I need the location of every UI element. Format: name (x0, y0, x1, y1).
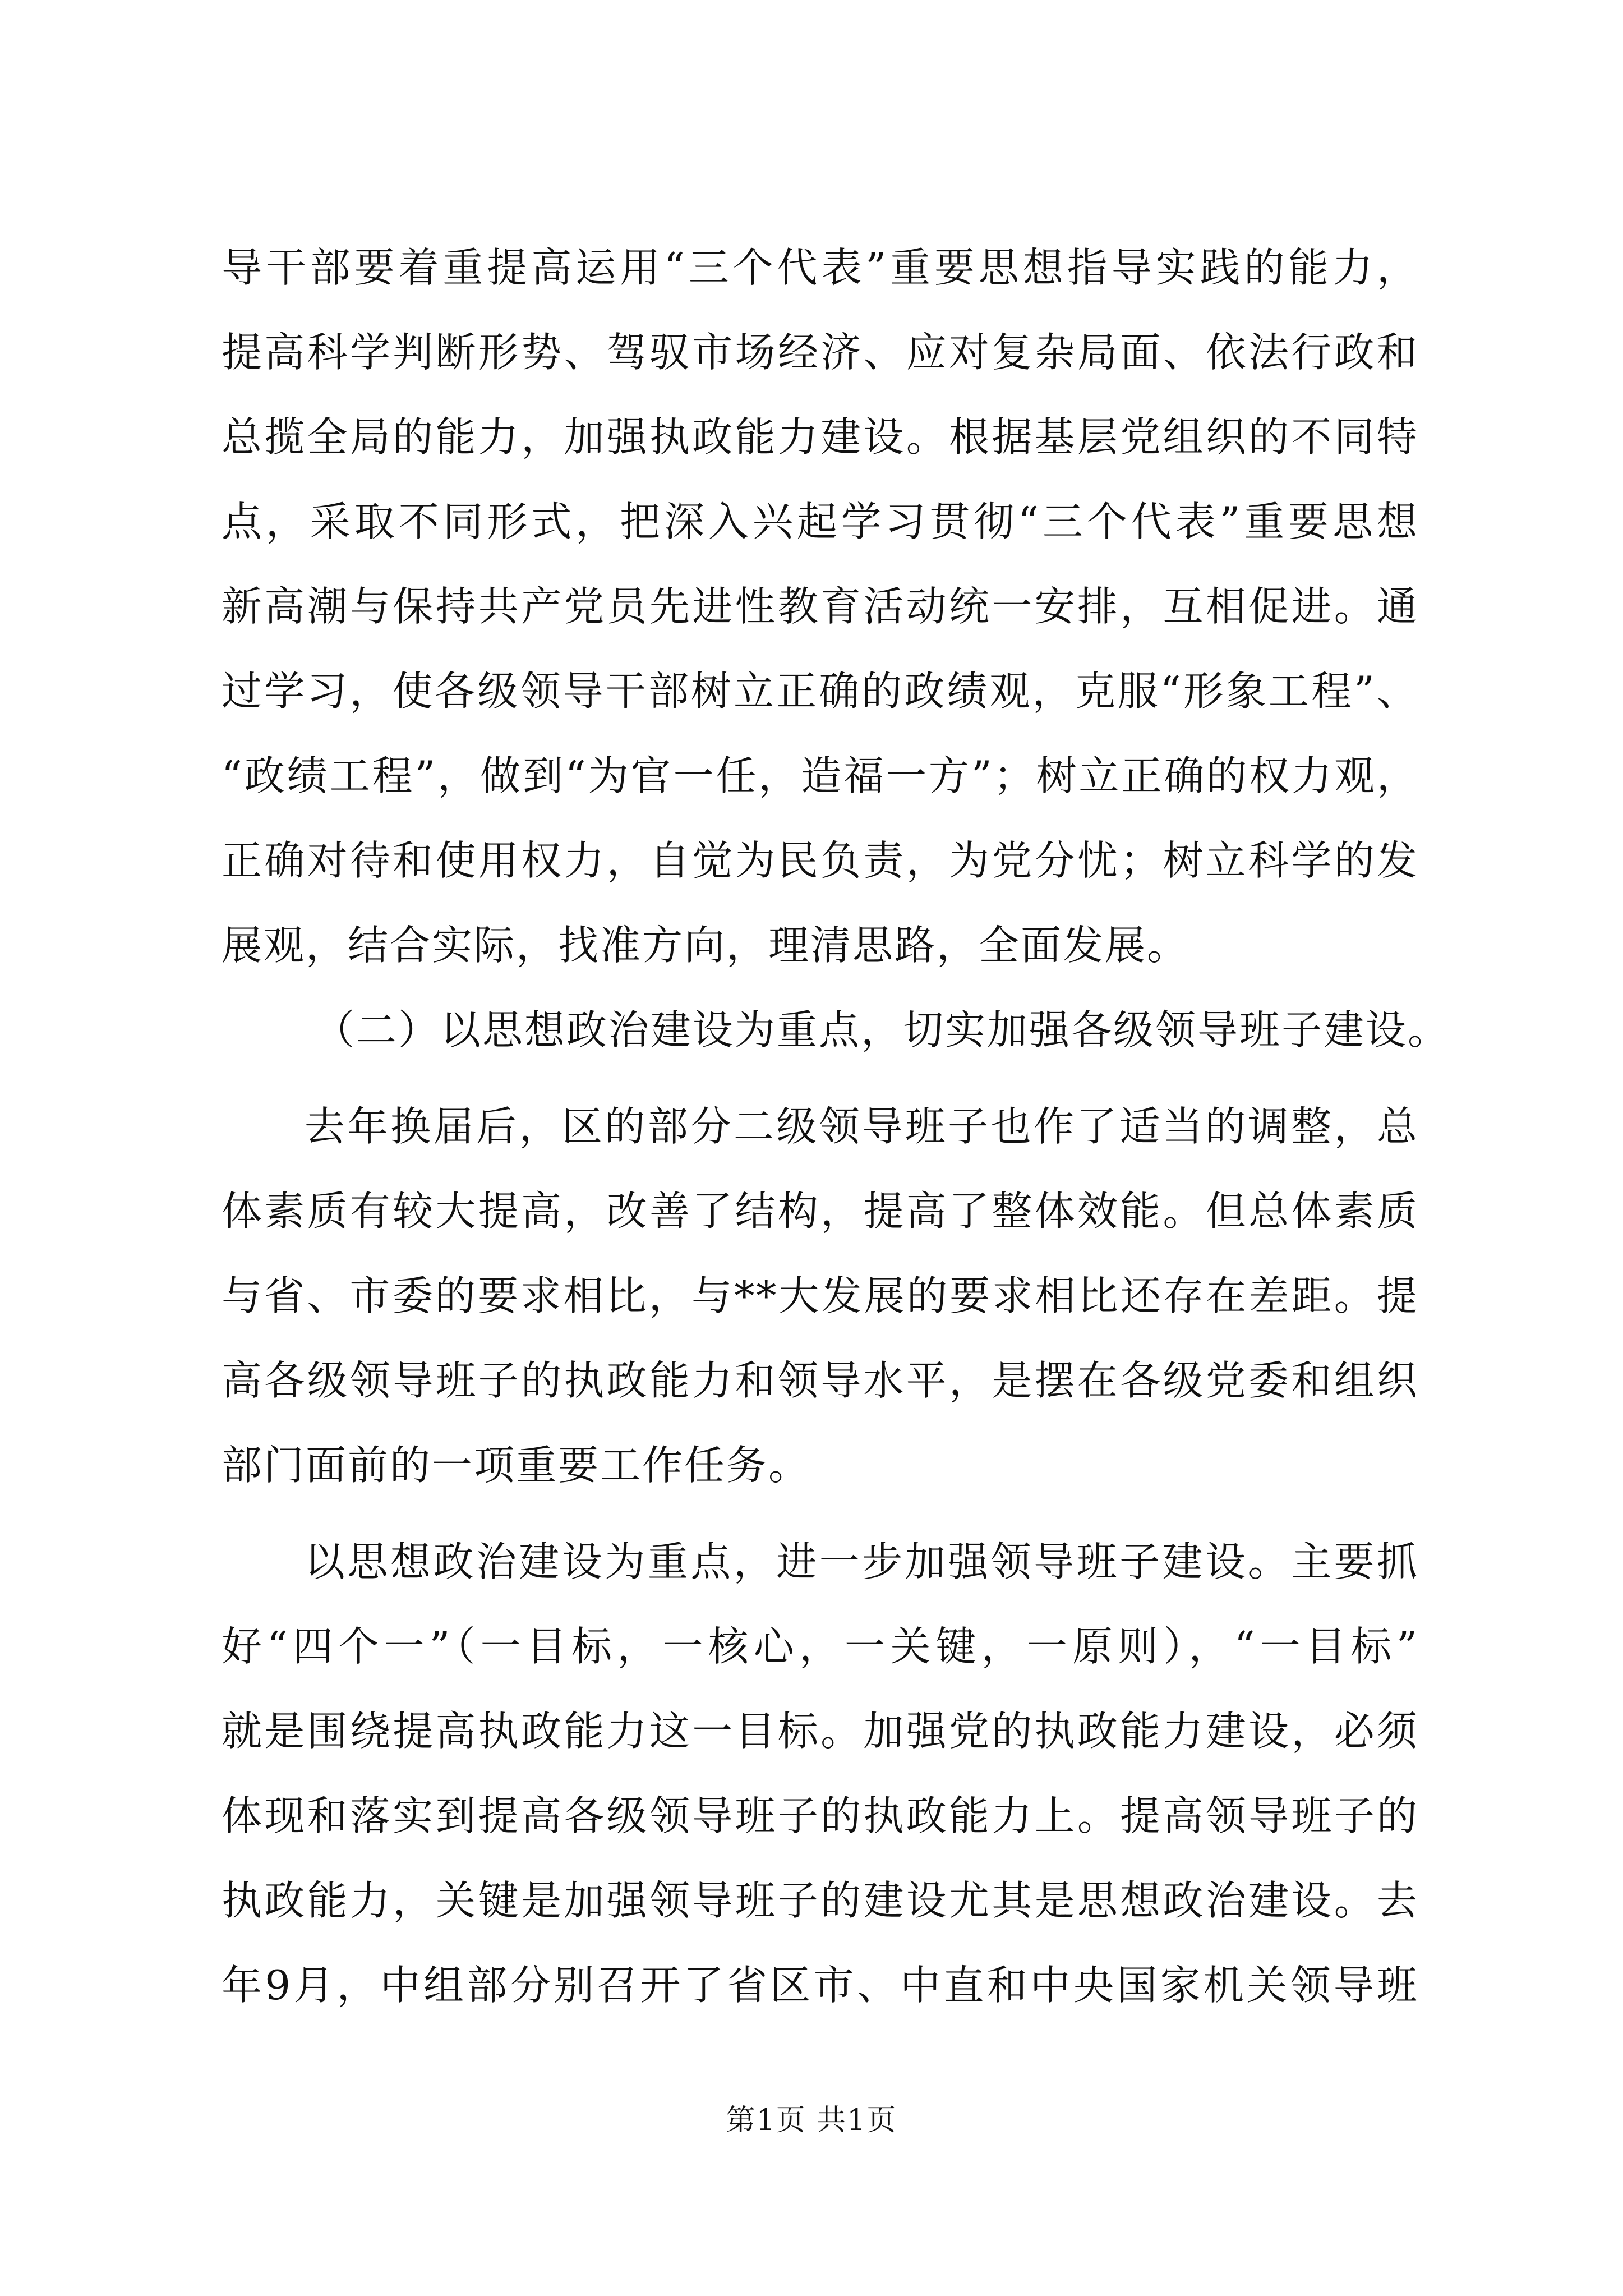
heading-line: （二）以思想政治建设为重点，切实加强各级领导班子建设。 (314, 1006, 1450, 1053)
text-line: 体现和落实到提高各级领导班子的执政能力上。提高领导班子的 (222, 1792, 1419, 1839)
text-line: 正确对待和使用权力，自觉为民负责，为党分忧；树立科学的发 (222, 837, 1419, 884)
text-line: 导干部要着重提高运用“三个代表”重要思想指导实践的能力， (222, 244, 1419, 291)
paragraph (222, 1520, 1419, 2028)
text-line: 点，采取不同形式，把深入兴起学习贯彻“三个代表”重要思想 (222, 498, 1419, 545)
paragraph (222, 226, 1419, 988)
text-line: 就是围绕提高执政能力这一目标。加强党的执政能力建设，必须 (222, 1708, 1419, 1755)
section-heading (222, 988, 1450, 1073)
text-line: 与省、市委的要求相比，与**大发展的要求相比还存在差距。提 (222, 1272, 1419, 1319)
text-line: 体素质有较大提高，改善了结构，提高了整体效能。但总体素质 (222, 1188, 1419, 1235)
text-line: 新高潮与保持共产党员先进性教育活动统一安排，互相促进。通 (222, 583, 1419, 630)
text-line: 提高科学判断形势、驾驭市场经济、应对复杂局面、依法行政和 (222, 329, 1419, 376)
text-line: “政绩工程”，做到“为官一任，造福一方”；树立正确的权力观， (222, 752, 1419, 799)
text-line: 展观，结合实际，找准方向，理清思路，全面发展。 (222, 922, 1189, 969)
text-line: 执政能力，关键是加强领导班子的建设尤其是思想政治建设。去 (222, 1877, 1419, 1924)
paragraph (222, 1084, 1419, 1508)
text-line: 年9月，中组部分别召开了省区市、中直和中央国家机关领导班 (222, 1962, 1419, 2009)
text-line: 高各级领导班子的执政能力和领导水平，是摆在各级党委和组织 (222, 1357, 1419, 1404)
text-line: 过学习，使各级领导干部树立正确的政绩观，克服“形象工程”、 (222, 668, 1419, 715)
document-body (222, 226, 1450, 2028)
text-line: 部门面前的一项重要工作任务。 (222, 1442, 811, 1489)
text-line: 总揽全局的能力，加强执政能力建设。根据基层党组织的不同特 (222, 413, 1419, 461)
text-line: 以思想政治建设为重点，进一步加强领导班子建设。主要抓 (305, 1538, 1419, 1585)
page-number-footer: 第1页 共1页 (726, 2104, 897, 2137)
text-line: 好“四个一”（一目标，一核心，一关键，一原则），“一目标” (222, 1623, 1419, 1670)
text-line: 去年换届后，区的部分二级领导班子也作了适当的调整，总 (305, 1103, 1419, 1150)
